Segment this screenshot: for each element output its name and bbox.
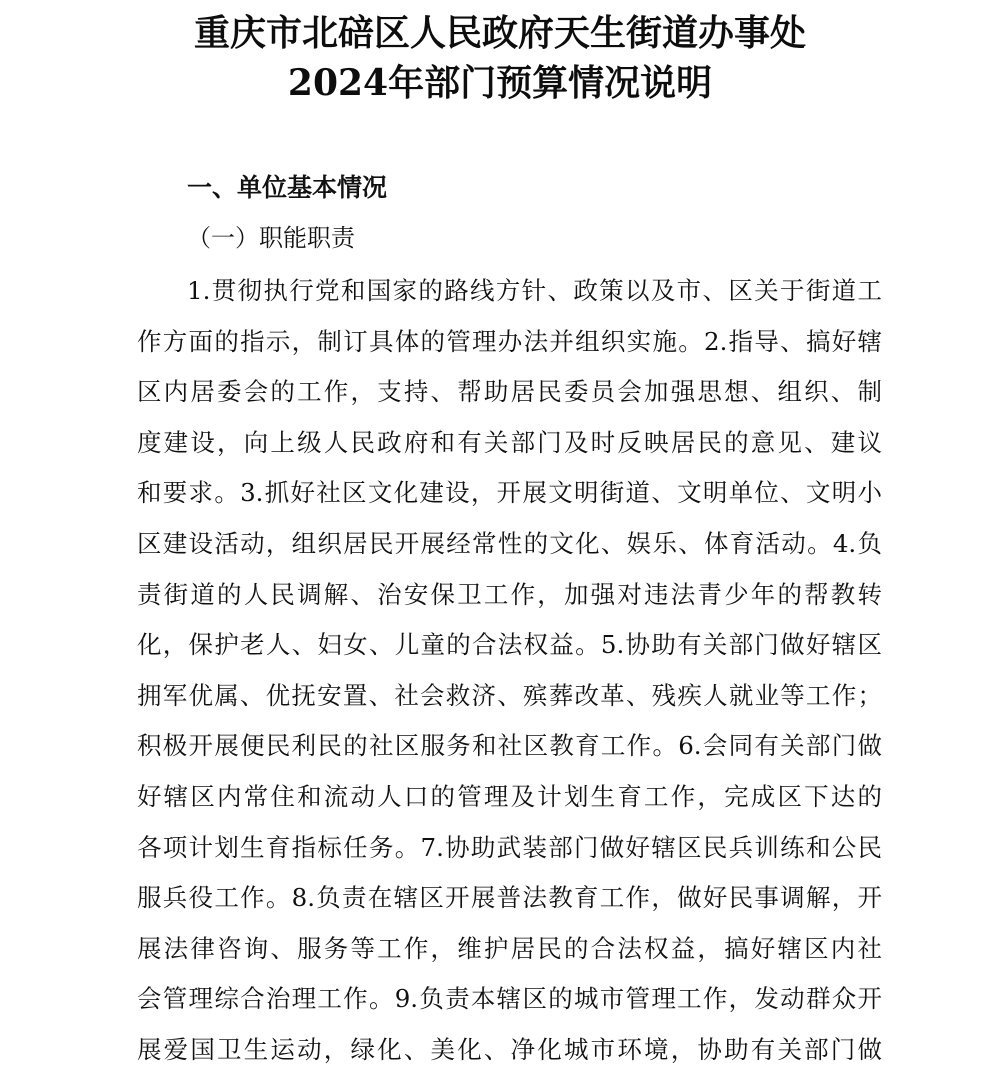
document-title-line-2: 2024年部门预算情况说明: [287, 62, 713, 104]
body-line: 展爱国卫生运动，绿化、美化、净化城市环境，协助有关部门做: [137, 1034, 882, 1064]
body-line: 好辖区内常住和流动人口的管理及计划生育工作，完成区下达的: [137, 781, 882, 811]
body-line: 化，保护老人、妇女、儿童的合法权益。5.协助有关部门做好辖区: [137, 630, 882, 660]
body-paragraph: [137, 266, 882, 1076]
body-line: 作方面的指示，制订具体的管理办法并组织实施。2.指导、搞好辖: [137, 326, 882, 356]
body-line: 和要求。3.抓好社区文化建设，开展文明街道、文明单位、文明小: [137, 478, 882, 508]
body-line: 服兵役工作。8.负责在辖区开展普法教育工作，做好民事调解，开: [137, 883, 882, 913]
body-line: 会管理综合治理工作。9.负责本辖区的城市管理工作，发动群众开: [137, 984, 882, 1014]
body-line: 积极开展便民利民的社区服务和社区教育工作。6.会同有关部门做: [137, 731, 882, 761]
body-line: 区内居委会的工作，支持、帮助居民委员会加强思想、组织、制: [137, 377, 882, 407]
subsection-heading: （一）职能职责: [187, 224, 355, 252]
document-title-line-1: 重庆市北碚区人民政府天生街道办事处: [193, 12, 806, 54]
body-line: 各项计划生育指标任务。7.协助武装部门做好辖区民兵训练和公民: [137, 832, 882, 862]
body-line: 责街道的人民调解、治安保卫工作，加强对违法青少年的帮教转: [137, 579, 882, 609]
body-line: 度建设，向上级人民政府和有关部门及时反映居民的意见、建议: [137, 427, 882, 457]
body-line: 区建设活动，组织居民开展经常性的文化、娱乐、体育活动。4.负: [137, 528, 882, 558]
body-line: 展法律咨询、服务等工作，维护居民的合法权益，搞好辖区内社: [137, 933, 882, 963]
body-line: 1.贯彻执行党和国家的路线方针、政策以及市、区关于街道工: [187, 276, 882, 305]
section-heading: 一、单位基本情况: [187, 173, 388, 202]
body-line: 拥军优属、优抚安置、社会救济、殡葬改革、残疾人就业等工作；: [137, 680, 882, 710]
